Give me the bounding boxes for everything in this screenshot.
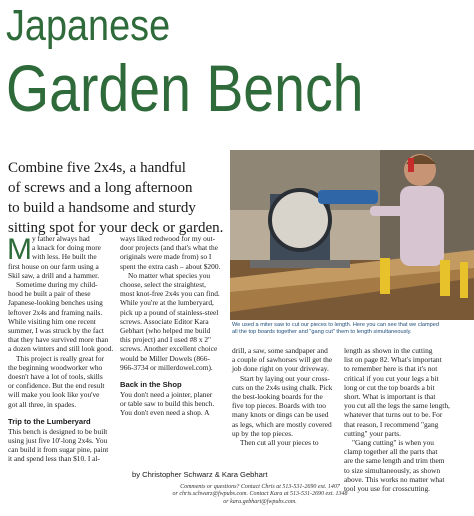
text-line: above. This works no matter what xyxy=(344,474,445,484)
text-line: cuts on the 2x4s using chalk. Pick xyxy=(232,382,333,392)
intro-line: to build a handsome and sturdy xyxy=(8,200,196,216)
text-line: summer, I was struck by the fact xyxy=(8,326,104,336)
text-line: "Gang cutting" is when you xyxy=(352,438,434,448)
intro-line: of screws and a long afternoon xyxy=(8,180,193,196)
text-line: This bench is designed to be built xyxy=(8,426,108,436)
section-heading: Back in the Shop xyxy=(120,380,182,390)
text-line: the best-looking boards for the xyxy=(232,392,323,402)
text-line: drill, a saw, some sandpaper and xyxy=(232,346,328,355)
article-column-3 xyxy=(232,346,340,447)
text-line: that reason, I recommend "gang xyxy=(344,419,439,429)
text-line: got all three, in spades. xyxy=(8,399,77,409)
byline: by Christopher Schwarz & Kara Gebhart xyxy=(132,470,268,479)
text-line: clamp together all the parts that xyxy=(344,447,438,457)
text-line: doesn't have a lot of tools, skills xyxy=(8,372,103,382)
text-line: first house on our farm using a xyxy=(8,261,99,271)
text-line: the beginning woodworker who xyxy=(8,362,103,372)
caption-line: all the top boards together and "gang cut" them to length simultaneously. xyxy=(232,329,412,336)
article-column-2 xyxy=(120,234,230,418)
text-line: 966-3734 or millerdowel.com). xyxy=(120,362,213,372)
text-line: most knot-free 2x4s you can find. xyxy=(120,289,220,299)
text-line: will make you look like you've xyxy=(8,390,100,400)
intro-line: sitting spot for your deck or garden. xyxy=(8,220,224,236)
text-line: This project is really great for xyxy=(16,353,105,363)
text-line: You don't need a jointer, planer xyxy=(120,390,213,400)
text-line: spent the extra cash – about $200. xyxy=(120,261,221,271)
miter-saw-photo xyxy=(230,150,474,320)
text-line: a knack for doing more xyxy=(32,243,101,253)
text-line: short. What is important is that xyxy=(344,392,436,402)
text-line: Start by laying out your cross- xyxy=(240,373,330,383)
text-line: leftover 2x4s and framing nails. xyxy=(8,307,103,317)
text-line: cutting" your parts. xyxy=(344,428,401,438)
text-line: are the same length and trim them xyxy=(344,456,445,466)
text-line: ways liked redwood for my out- xyxy=(120,234,216,243)
text-line: can build it from sugar pine, paint xyxy=(8,445,109,455)
text-line: door projects (and that's what the xyxy=(120,243,218,253)
text-line: screws. Associate Editor Kara xyxy=(120,316,209,326)
text-line: or table saw to build this bench. xyxy=(120,399,215,409)
text-line: using just five 10'-long 2x4s. You xyxy=(8,436,108,446)
text-line: list on page 82. What's important xyxy=(344,355,442,365)
text-line: Then cut all your pieces to xyxy=(240,438,319,448)
text-line: length as shown in the cutting xyxy=(344,346,433,355)
text-line: tool you use for crosscutting. xyxy=(344,484,431,494)
text-line: pick up a pound of stainless-steel xyxy=(120,307,219,317)
intro-line: Combine five 2x4s, a handful xyxy=(8,160,186,176)
text-line: Japanese-looking benches using xyxy=(8,298,103,308)
section-heading: Trip to the Lumberyard xyxy=(8,416,91,426)
text-line: you cut all the legs the same length, xyxy=(344,401,450,411)
text-line: a dozen winters and still look good. xyxy=(8,344,114,354)
text-line: While you're at the lumberyard, xyxy=(120,298,214,308)
text-line: Gebhart (who helped me build xyxy=(120,326,211,336)
article-column-1 xyxy=(8,234,114,464)
title-line-1: Japanese xyxy=(6,1,171,50)
text-line: While visiting him one recent xyxy=(8,316,96,326)
text-line: long or cut the top boards a bit xyxy=(344,382,435,392)
text-line: a couple of sawhorses will get the xyxy=(232,355,333,365)
photo-caption xyxy=(232,322,472,336)
text-line: as legs, which are mostly covered xyxy=(232,419,332,429)
text-line: this project) and I used #8 x 2" xyxy=(120,335,212,345)
text-line: with less. He built the xyxy=(32,252,97,262)
text-line: You don't even need a shop. A xyxy=(120,408,210,418)
text-line: or confidence. But the end result xyxy=(8,381,105,391)
intro-deck xyxy=(8,158,228,238)
text-line: job done right on your driveway. xyxy=(232,364,329,374)
contact-line: Comments or questions? Contact Chris at 513-531-2690 ext. 1407 xyxy=(180,484,340,490)
contact-note xyxy=(130,484,390,506)
text-line: Sometime during my child- xyxy=(16,280,98,290)
title-line-2: Garden Bench xyxy=(6,51,364,125)
text-line: No matter what species you xyxy=(128,270,211,280)
text-line: five top pieces. Boards with too xyxy=(232,401,327,411)
text-line: y father always had xyxy=(32,234,90,243)
contact-line: or chris.schwarz@fwpubs.com. Contact Kara at 513-531-2690 ext. 1348 xyxy=(172,491,348,498)
text-line: hood he built a pair of these xyxy=(8,289,91,299)
text-line: originals were made from) so I xyxy=(120,252,212,262)
text-line: critical if you cut your legs a bit xyxy=(344,373,439,383)
text-line: screws. Another excellent choice xyxy=(120,344,218,354)
caption-line: We used a miter saw to cut our pieces to length. Here you can see that we clamped xyxy=(232,322,439,328)
text-line: Skil saw, a drill and a hammer. xyxy=(8,270,100,280)
text-line: that they have survived more than xyxy=(8,335,109,345)
drop-cap: M xyxy=(7,233,32,266)
text-line: would be Miller Dowels (866- xyxy=(120,353,210,363)
contact-line: or kara.gebhart@fwpubs.com. xyxy=(223,498,297,505)
text-line: to remember here is that it's not xyxy=(344,364,438,374)
text-line: many knots or dings can be used xyxy=(232,410,329,420)
text-line: choose, select the straightest, xyxy=(120,280,206,290)
text-line: whatever that turns out to be. For xyxy=(344,410,443,420)
text-line: it and spend less than $10. I al- xyxy=(8,454,100,464)
text-line: up by the top pieces. xyxy=(232,428,293,438)
photo-illustration xyxy=(230,150,474,320)
text-line: to size simultaneously, as shown xyxy=(344,465,441,475)
